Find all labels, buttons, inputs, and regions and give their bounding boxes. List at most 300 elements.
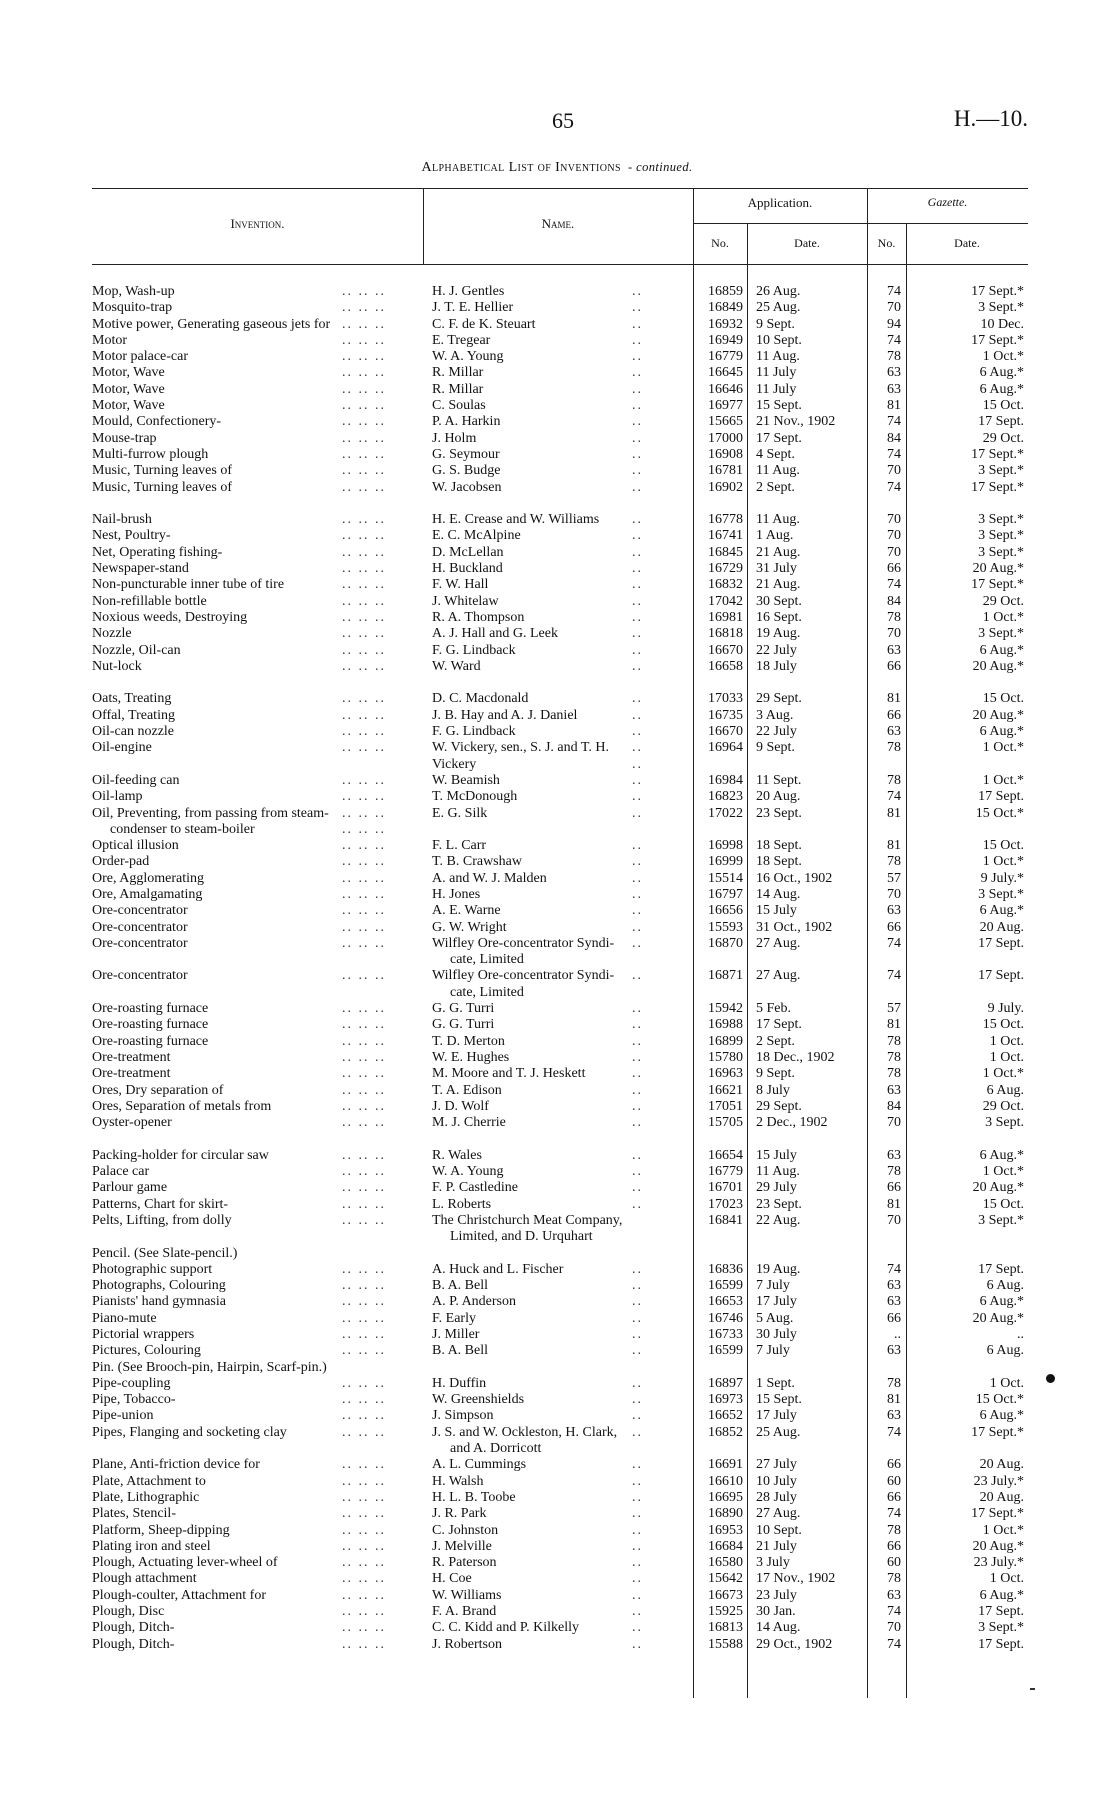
invention-cell: Oil-engine [92,740,152,756]
invention-cell: Plating iron and steel [92,1538,211,1554]
leader-dots: .. .. .. [342,349,386,365]
leader-dots: .. [632,854,643,870]
gazette-date-cell: 3 Sept. [985,1115,1024,1131]
leader-dots: .. [632,300,643,316]
table-row [92,1164,1028,1180]
application-no-cell: 16832 [708,577,743,593]
application-date-cell: 17 Sept. [756,430,802,446]
application-no-cell: 16902 [708,479,743,495]
leader-dots: .. [632,789,643,805]
application-date-cell: 16 Oct., 1902 [756,870,833,886]
gazette-no-cell: 57 [887,1001,901,1017]
table-row [92,1197,1028,1213]
leader-dots: .. [632,1180,643,1196]
gazette-date-cell: 1 Oct.* [982,609,1024,625]
gazette-date-cell: 6 Aug.* [979,903,1024,919]
table-row [92,431,1028,447]
leader-dots: .. [632,1457,643,1473]
leader-dots: .. [632,1033,643,1049]
application-date-cell: 30 Jan. [756,1604,796,1620]
leader-dots: .. .. .. [342,446,386,462]
name-cell: R. Wales [432,1147,482,1163]
table-row [92,903,1028,919]
header-top-rule [92,188,1028,189]
gazette-no-cell: 81 [887,691,901,707]
header-application-no: No. [711,236,729,250]
gazette-date-cell: 15 Oct. [982,838,1024,854]
application-date-cell: 10 July [756,1473,797,1489]
invention-cell: Music, Turning leaves of [92,479,232,495]
gazette-no-cell: 78 [887,854,901,870]
gazette-date-cell: 17 Sept.* [971,446,1024,462]
name-cell: E. Tregear [432,332,491,348]
leader-dots: .. .. .. [342,1555,386,1571]
table-row [92,317,1028,333]
invention-cell: Offal, Treating [92,707,175,723]
invention-cell: Ores, Separation of metals from [92,1098,272,1114]
gazette-no-cell: 70 [887,528,901,544]
leader-dots: .. .. .. [342,772,386,788]
gazette-no-cell: 70 [887,886,901,902]
invention-cell: Plough, Ditch- [92,1636,175,1652]
invention-cell: Non-puncturable inner tube of tire [92,577,285,593]
application-date-cell: 18 Sept. [756,854,802,870]
gazette-date-cell: 20 Aug.* [972,561,1024,577]
invention-cell: Palace car [92,1164,150,1180]
invention-cell: Packing-holder for circular saw [92,1147,269,1163]
application-date-cell: 4 Sept. [756,446,795,462]
gazette-date-cell: 1 Oct.* [982,772,1024,788]
gazette-date-cell: 6 Aug.* [979,1587,1024,1603]
name-cell: B. A. Bell [432,1343,489,1359]
invention-cell: Motor, Wave [92,398,165,414]
invention-cell: Ore-roasting furnace [92,1033,209,1049]
application-date-cell: 10 Sept. [756,1522,802,1538]
application-no-cell: 17023 [708,1196,743,1212]
application-date-cell: 18 Dec., 1902 [756,1049,835,1065]
gazette-no-cell: 81 [887,1392,901,1408]
name-cell: B. A. Bell [432,1278,489,1294]
invention-cell: Plough, Actuating lever-wheel of [92,1555,278,1571]
gazette-no-cell: 63 [887,903,901,919]
application-date-cell: 23 Sept. [756,805,802,821]
gazette-date-cell: 9 July. [987,1001,1024,1017]
invention-cell: Noxious weeds, Destroying [92,609,248,625]
gazette-no-cell: 74 [887,479,901,495]
table-row [92,1523,1028,1539]
application-no-cell: 17042 [708,593,743,609]
name-cell: W. Jacobsen [432,479,502,495]
gazette-date-cell: 3 Sept.* [978,1212,1024,1228]
name-cell: Wilfley Ore-concentrator Syndi- [432,935,615,951]
gazette-date-cell: 17 Sept. [978,1604,1024,1620]
leader-dots: .. [632,935,643,951]
leader-dots: .. .. .. [342,1098,386,1114]
leader-dots: .. [632,1424,643,1440]
application-no-cell: 16999 [708,854,743,870]
application-date-cell: 30 July [756,1327,797,1342]
name-cell: J. Holm [432,430,477,446]
name-cell: G. G. Turri [432,1001,495,1017]
name-cell: J. D. Wolf [432,1098,489,1114]
header-application: Application. [747,195,813,210]
application-date-cell: 20 Aug. [756,789,801,805]
name-cell: T. McDonough [432,789,518,805]
gazette-date-cell: 15 Oct. [982,691,1024,707]
application-date-cell: 14 Aug. [756,886,801,902]
application-no-cell: 16852 [708,1424,743,1440]
leader-dots: .. .. .. [342,1636,386,1652]
leader-dots: .. [632,1001,643,1017]
gazette-no-cell: 78 [887,609,901,625]
name-cell: P. A. Harkin [432,414,501,430]
application-no-cell: 16897 [708,1375,743,1391]
application-date-cell: 1 Sept. [756,1375,795,1391]
gazette-no-cell: 66 [887,658,901,674]
application-no-cell: 16778 [708,512,743,528]
gazette-no-cell: 63 [887,1082,901,1098]
leader-dots: .. [632,691,643,707]
application-no-cell: 16735 [708,707,743,723]
application-no-cell: 16932 [708,316,743,332]
name-cell: A. J. Hall and G. Leek [432,626,558,642]
application-date-cell: 11 Aug. [756,349,800,365]
application-date-cell: 23 July [756,1587,797,1603]
application-no-cell: 16741 [708,528,743,544]
gazette-no-cell: 63 [887,365,901,381]
application-date-cell: 19 Aug. [756,626,801,642]
table-row [92,610,1028,626]
invention-cell: Ore-concentrator [92,919,188,935]
application-no-cell: 15588 [708,1636,743,1652]
gazette-date-cell: 6 Aug.* [979,381,1024,397]
leader-dots: .. [632,1261,643,1277]
gazette-no-cell: 70 [887,626,901,642]
gazette-date-cell: 6 Aug.* [979,1147,1024,1163]
table-row [92,414,1028,430]
header-bottom-rule [92,264,1028,265]
leader-dots: .. [632,1066,643,1082]
gazette-date-cell: 1 Oct. [989,1033,1024,1049]
table-row [92,1115,1028,1131]
table-row [92,773,1028,789]
invention-cell: Mould, Confectionery- [92,414,222,430]
leader-dots: .. [632,561,643,577]
gazette-date-cell: 17 Sept. [978,1261,1024,1277]
leader-dots: .. [632,1538,643,1554]
application-date-cell: 2 Sept. [756,479,795,495]
leader-dots: .. [632,1115,643,1131]
leader-dots: .. [632,1082,643,1098]
leader-dots: .. [632,1196,643,1212]
invention-cell: Pipe-union [92,1408,154,1424]
invention-cell: Pelts, Lifting, from dolly [92,1212,232,1228]
gazette-date-cell: 3 Sept.* [978,1620,1024,1636]
invention-cell: Oil-can nozzle [92,724,175,740]
leader-dots: .. .. .. [342,1049,386,1065]
table-row [92,1376,1028,1392]
application-date-cell: 7 July [756,1278,790,1294]
table-row [92,887,1028,903]
table-row [92,854,1028,870]
leader-dots: .. .. .. [342,1522,386,1538]
gazette-no-cell: 66 [887,919,901,935]
table-row [92,1539,1028,1555]
table-row [92,1017,1028,1033]
application-date-cell: 5 Aug. [756,1310,794,1326]
name-cell: cate, Limited [450,984,524,1000]
invention-cell: Motor, Wave [92,381,165,397]
application-no-cell: 16654 [708,1147,743,1163]
leader-dots: .. [632,886,643,902]
application-date-cell: 17 Nov., 1902 [756,1571,836,1587]
leader-dots: .. [632,1375,643,1391]
invention-cell: Oats, Treating [92,691,172,707]
leader-dots: .. .. .. [342,642,386,658]
gazette-date-cell: 3 Sept.* [978,886,1024,902]
invention-cell: Motor [92,332,127,348]
application-date-cell: 9 Sept. [756,1066,795,1082]
invention-cell: Ore, Amalgamating [92,886,203,902]
application-date-cell: 11 Aug. [756,1164,800,1180]
gazette-no-cell: 78 [887,1571,901,1587]
application-no-cell: 16781 [708,463,743,479]
name-cell: R. A. Thompson [432,609,525,625]
invention-cell: Plough-coulter, Attachment for [92,1587,267,1603]
application-no-cell: 16963 [708,1066,743,1082]
name-cell: H. Jones [432,886,481,902]
gazette-date-cell: 17 Sept.* [971,577,1024,593]
leader-dots: .. .. .. [342,1375,386,1391]
leader-dots: .. .. .. [342,1327,386,1342]
table-row [92,463,1028,479]
application-date-cell: 15 July [756,1147,797,1163]
gazette-date-cell: 6 Aug. [986,1278,1024,1294]
leader-dots: .. .. .. [342,1001,386,1017]
application-date-cell: 27 July [756,1457,797,1473]
name-cell: T. D. Merton [432,1033,505,1049]
application-no-cell: 16981 [708,609,743,625]
application-no-cell: 16871 [708,968,743,984]
application-date-cell: 21 July [756,1538,797,1554]
name-cell: L. Roberts [432,1196,492,1212]
invention-cell: Piano-mute [92,1310,157,1326]
application-date-cell: 29 Sept. [756,1098,802,1114]
gazette-no-cell: 66 [887,1180,901,1196]
gazette-date-cell: 1 Oct.* [982,740,1024,756]
leader-dots: .. [632,642,643,658]
application-no-cell: 16733 [708,1327,743,1342]
application-date-cell: 22 July [756,724,797,740]
table-row [92,1050,1028,1066]
leader-dots: .. [632,707,643,723]
gazette-no-cell: 57 [887,870,901,886]
invention-cell: Pin. (See Brooch-pin, Hairpin, Scarf-pin.) [92,1359,327,1375]
gazette-date-cell: 17 Sept.* [971,332,1024,348]
leader-dots: .. .. .. [342,805,386,821]
gazette-no-cell: 66 [887,1489,901,1505]
leader-dots: .. .. .. [342,870,386,886]
name-cell: cate, Limited [450,952,524,968]
gazette-date-cell: 29 Oct. [982,1098,1024,1114]
gazette-date-cell: 20 Aug. [979,1489,1024,1505]
leader-dots: .. [632,903,643,919]
leader-dots: .. [632,1506,643,1522]
table-row [92,545,1028,561]
table-row [92,1392,1028,1408]
invention-cell: Pianists' hand gymnasia [92,1294,226,1310]
application-no-cell: 15942 [708,1001,743,1017]
gazette-date-cell: 17 Sept. [978,1636,1024,1652]
name-cell: A. P. Anderson [432,1294,517,1310]
name-cell: W. A. Young [432,349,504,365]
gazette-date-cell: 1 Oct. [989,1571,1024,1587]
application-date-cell: 29 July [756,1180,797,1196]
name-cell: F. Early [432,1310,476,1326]
table-body [92,284,1028,1653]
ink-blot [1046,1374,1055,1383]
gazette-no-cell: 66 [887,1310,901,1326]
invention-cell: Motive power, Generating gaseous jets for [92,316,331,332]
table-row [92,1408,1028,1424]
invention-cell: Ore-concentrator [92,903,188,919]
application-date-cell: 31 Oct., 1902 [756,919,833,935]
gazette-no-cell: 70 [887,1620,901,1636]
invention-cell: Plough, Disc [92,1604,165,1620]
gazette-no-cell: 74 [887,1424,901,1440]
leader-dots: .. .. .. [342,1278,386,1294]
application-date-cell: 11 Aug. [756,463,800,479]
leader-dots: .. .. .. [342,1424,386,1440]
table-row [92,1034,1028,1050]
name-cell: C. C. Kidd and P. Kilkelly [432,1620,580,1636]
invention-cell: Plate, Lithographic [92,1489,200,1505]
leader-dots: .. [632,1392,643,1408]
gazette-date-cell: 20 Aug.* [972,1180,1024,1196]
leader-dots: .. .. .. [342,1310,386,1326]
table-row [92,1213,1028,1229]
application-date-cell: 18 July [756,658,797,674]
invention-cell: condenser to steam-boiler [110,821,255,837]
gazette-no-cell: 63 [887,642,901,658]
header-invention: Invention. [230,216,285,231]
leader-dots: .. [632,284,643,299]
invention-cell: Oil, Preventing, from passing from steam- [92,805,329,821]
gazette-no-cell: 63 [887,1343,901,1359]
application-no-cell: 16949 [708,332,743,348]
gazette-date-cell: 17 Sept. [978,968,1024,984]
gazette-date-cell: 1 Oct.* [982,1164,1024,1180]
application-no-cell: 16695 [708,1489,743,1505]
invention-cell: Music, Turning leaves of [92,463,232,479]
gazette-no-cell: 70 [887,300,901,316]
leader-dots: .. .. .. [342,1506,386,1522]
leader-dots: .. .. .. [342,414,386,430]
name-cell: A. L. Cummings [432,1457,527,1473]
table-row [92,838,1028,854]
application-no-cell: 15642 [708,1571,743,1587]
application-date-cell: 11 July [756,381,797,397]
table-row [92,1490,1028,1506]
gazette-no-cell: 81 [887,1196,901,1212]
name-cell: F. P. Castledine [432,1180,518,1196]
leader-dots: .. .. .. [342,479,386,495]
application-no-cell: 16870 [708,935,743,951]
name-cell: W. Vickery, sen., S. J. and T. H. [432,740,609,756]
name-cell: H. Buckland [432,561,503,577]
table-row [92,757,1028,773]
table-row [92,577,1028,593]
gazette-no-cell: 60 [887,1555,901,1571]
name-cell: R. Paterson [432,1555,497,1571]
gazette-date-cell: 6 Aug. [986,1082,1024,1098]
table-row [92,626,1028,642]
gazette-no-cell: 70 [887,1212,901,1228]
invention-cell: Oil-feeding can [92,772,180,788]
leader-dots: .. [632,1522,643,1538]
application-date-cell: 2 Sept. [756,1033,795,1049]
margin-mark [1030,1688,1035,1690]
application-date-cell: 22 July [756,642,797,658]
name-cell: H. E. Crease and W. Williams [432,512,600,528]
table-row [92,382,1028,398]
table-row [92,1555,1028,1571]
gazette-date-cell: 17 Sept. [978,789,1024,805]
invention-cell: Newspaper-stand [92,561,189,577]
gazette-no-cell: 63 [887,1587,901,1603]
leader-dots: .. [632,316,643,332]
application-date-cell: 14 Aug. [756,1620,801,1636]
leader-dots: .. .. .. [342,626,386,642]
application-date-cell: 11 July [756,365,797,381]
application-date-cell: 15 Sept. [756,1392,802,1408]
name-cell: T. B. Crawshaw [432,854,522,870]
gazette-no-cell: 84 [887,1098,901,1114]
leader-dots: .. [632,1164,643,1180]
application-no-cell: 16813 [708,1620,743,1636]
gazette-no-cell: 78 [887,1375,901,1391]
application-date-cell: 23 Sept. [756,1196,802,1212]
leader-dots: .. [632,870,643,886]
application-date-cell: 27 Aug. [756,935,801,951]
application-no-cell: 16908 [708,446,743,462]
application-no-cell: 16645 [708,365,743,381]
invention-cell: Parlour game [92,1180,168,1196]
table-row [92,985,1028,1001]
gazette-no-cell: 70 [887,544,901,560]
application-no-cell: 16599 [708,1343,743,1359]
gazette-no-cell: 74 [887,577,901,593]
row-spacer [92,675,1028,691]
leader-dots: .. [632,544,643,560]
application-no-cell: 16599 [708,1278,743,1294]
table-row [92,1083,1028,1099]
gazette-date-cell: 6 Aug.* [979,1294,1024,1310]
gazette-no-cell: 74 [887,1604,901,1620]
leader-dots: .. .. .. [342,300,386,316]
table-row [92,1294,1028,1310]
table-row [92,1571,1028,1587]
name-cell: J. Whitelaw [432,593,499,609]
invention-cell: Patterns, Chart for skirt- [92,1196,229,1212]
application-date-cell: 25 Aug. [756,1424,801,1440]
table-row [92,594,1028,610]
leader-dots: .. [632,838,643,854]
invention-cell: Pictorial wrappers [92,1327,195,1342]
leader-dots: .. [632,626,643,642]
leader-dots: .. .. .. [342,1473,386,1489]
name-cell: J. Melville [432,1538,492,1554]
